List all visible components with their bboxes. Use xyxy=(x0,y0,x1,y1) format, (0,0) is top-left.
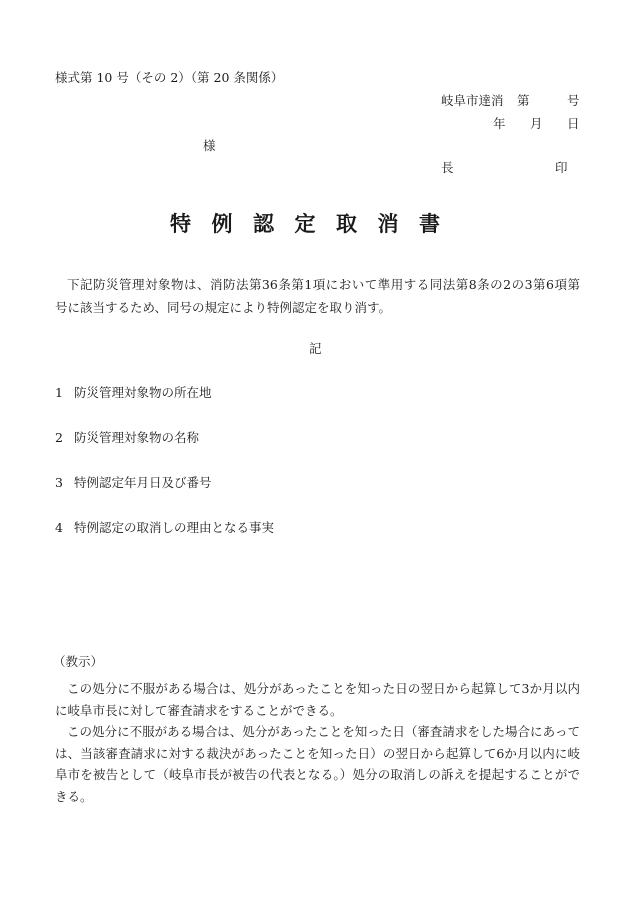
item-label: 特例認定の取消しの理由となる事実 xyxy=(74,520,275,535)
item-number: 2 xyxy=(55,430,63,445)
item-number: 1 xyxy=(55,385,63,400)
document-number-go: 号 xyxy=(567,93,580,108)
list-item xyxy=(55,477,212,490)
addressee-suffix: 様 xyxy=(203,138,216,153)
chief-title: 長 xyxy=(441,160,454,175)
document-number-dai: 第 xyxy=(517,93,530,108)
form-number-label: 様式第 10 号（その 2）（第 20 条関係） xyxy=(55,70,284,85)
issuer-prefix: 岐阜市達消 xyxy=(441,93,504,108)
date-year: 年 xyxy=(493,116,506,131)
body-paragraph: 下記防災管理対象物は、消防法第36条第1項において準用する同法第8条の2の3第6項第 号に該当するため、同号の規定により特例認定を取り消す。 xyxy=(55,277,593,315)
item-label: 防災管理対象物の名称 xyxy=(74,430,200,445)
list-item xyxy=(55,522,274,535)
instruction-paragraph: この処分に不服がある場合は、処分があったことを知った日の翌日から起算して3か月以内に岐阜市長に対して審査請求をすることができる。 xyxy=(55,681,580,718)
document-title: 特例認定取消書 xyxy=(170,212,461,236)
item-label: 特例認定年月日及び番号 xyxy=(74,475,212,490)
item-label: 防災管理対象物の所在地 xyxy=(74,385,212,400)
list-item xyxy=(55,432,199,445)
date-day: 日 xyxy=(567,116,580,131)
instruction-paragraph: この処分に不服がある場合は、処分があったことを知った日（審査請求をした場合にあっては、当該審査請求に対する裁決があったことを知った日）の翌日から起算して6か月以内に岐阜市を被告として（岐阜市長が被告の代表となる。）処分の取消しの訴えを提起することができる。 xyxy=(55,724,580,804)
date-month: 月 xyxy=(530,116,543,131)
instruction-heading: （教示） xyxy=(53,654,104,669)
seal-mark: 印 xyxy=(555,160,568,175)
item-number: 3 xyxy=(55,475,63,490)
list-item xyxy=(55,387,212,400)
item-number: 4 xyxy=(55,520,63,535)
ki-heading: 記 xyxy=(309,341,322,356)
